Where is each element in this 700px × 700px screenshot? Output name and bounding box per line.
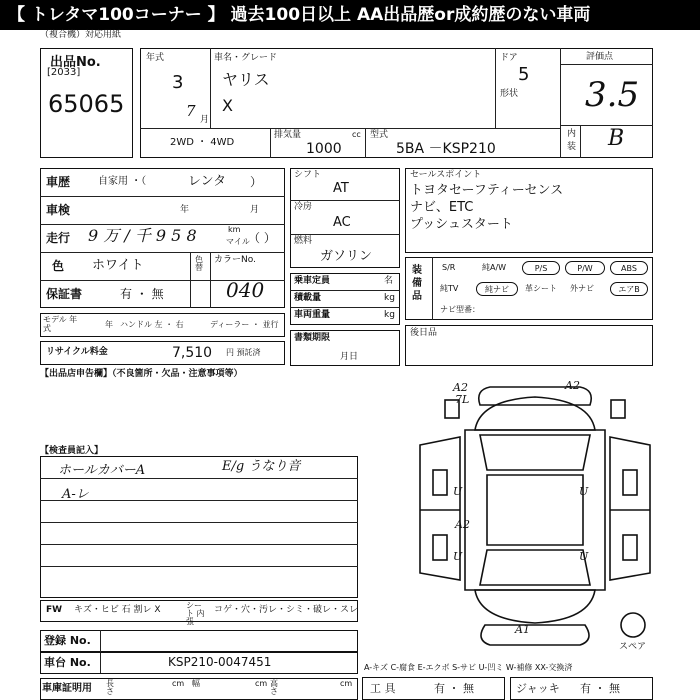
eq-sr: S/R — [442, 263, 456, 272]
page-header: 【 トレタマ100コーナー 】 過去100日以上 AA出品歴or成約歴のない車両 — [0, 0, 700, 30]
shift-label: シフト — [294, 170, 322, 180]
navi-model-label: ナビ型番： — [440, 305, 480, 314]
sales-label: セールスポイント — [410, 170, 482, 180]
mark-u-3: U — [453, 550, 463, 563]
docs-month: 月日 — [340, 352, 359, 362]
car-name: ヤリス — [222, 70, 270, 89]
sales-line-2: ナビ、ETC — [410, 200, 474, 215]
warranty-value: 有 ・ 無 — [120, 287, 164, 301]
inspection-month-unit: 月 — [250, 205, 260, 215]
mark-u-2: U — [579, 485, 589, 498]
model-value: 5BA －KSP210 — [396, 141, 496, 157]
door-value: 5 — [518, 64, 530, 85]
inspection-label: 車検 — [46, 203, 71, 217]
interior-label-2: 装 — [567, 142, 577, 152]
color-no-label: カラーNo. — [214, 255, 256, 265]
inspector-line-3: E/g うなり音 — [222, 459, 301, 474]
history-label: 車歴 — [46, 175, 71, 189]
fw-label: FW — [46, 605, 63, 615]
mark-a2-left: A2 — [453, 381, 468, 394]
interior-value: B — [608, 126, 625, 151]
shape-label: 形状 — [500, 89, 519, 99]
fw-items: キズ・ヒビ 石 割レ X — [74, 605, 161, 615]
cert-height: 高さ — [270, 679, 278, 696]
interior-label-1: 内 — [567, 129, 577, 139]
fuel-value: ガソリン — [320, 249, 373, 264]
eq-ext-navi: 外ナビ — [570, 284, 594, 293]
eq-ps: P/S — [522, 261, 560, 275]
sales-line-1: トヨタセーフティーセンス — [410, 183, 564, 198]
mileage-unit: km — [228, 225, 241, 234]
recycle-unit: 円 預託済 — [226, 348, 261, 357]
eq-navi: 純ナビ — [476, 282, 518, 296]
shift-value: AT — [333, 181, 349, 196]
color-label: 色 — [52, 259, 65, 273]
passenger-label: 乗車定員 — [294, 276, 331, 286]
dealer-type: ディーラー ・ 並行 — [210, 320, 279, 329]
car-name-label: 車名・グレード — [214, 53, 278, 63]
mileage-paren: （ ） — [248, 231, 276, 245]
form-note: （複合機）対応用紙 — [40, 30, 122, 40]
color-no-value: 040 — [226, 278, 265, 302]
displacement-label: 排気量 — [274, 130, 302, 140]
mark-a1: A1 — [515, 623, 530, 636]
mark-7l: 7L — [455, 393, 470, 406]
weight-label: 車両重量 — [294, 310, 331, 320]
tools-value: 有 ・ 無 — [434, 682, 474, 695]
damage-legend: A-キズ C-腐食 E-エクボ S-サビ U-凹ミ W-補修 XX-交換済 — [364, 663, 573, 672]
cert-label: 車庫証明用 — [42, 683, 92, 694]
inspector-line-2: A-レ — [62, 487, 89, 502]
seller-note-label: 【出品店申告欄】（不良箇所・欠品・注意事項等） — [40, 369, 243, 379]
color-value: ホワイト — [92, 258, 144, 273]
mileage-value: 9 万 / 千 9 5 8 — [88, 226, 197, 245]
jack-label: ジャッキ — [516, 682, 560, 695]
history-value: レンタ — [188, 174, 227, 189]
load-label: 積載量 — [294, 293, 322, 303]
drive-type: 2WD ・ 4WD — [170, 137, 235, 148]
eq-tv: 純TV — [440, 284, 459, 293]
chassis-label: 車台 No. — [44, 656, 91, 669]
lot-number: 65065 — [48, 90, 125, 118]
docs-label: 書類期限 — [294, 333, 331, 343]
recycle-value: 7,510 — [172, 345, 213, 361]
year-label: 年式 — [146, 53, 165, 63]
handle-side: ハンドル 左 ・ 右 — [120, 320, 184, 329]
inspector-label: 【検査員記入】 — [40, 446, 104, 456]
mark-u-1: U — [453, 485, 463, 498]
mileage-label: 走行 — [46, 231, 71, 245]
color-change: 色替 — [195, 255, 203, 272]
displacement-value: 1000 — [306, 141, 342, 157]
recycle-label: リサイクル料金 — [46, 347, 108, 357]
chassis-value: KSP210-0047451 — [168, 655, 272, 669]
year-value: 3 — [172, 72, 184, 93]
history-close: ） — [250, 175, 263, 189]
seat-items: コゲ・穴・汚レ・シミ・破レ・スレ — [214, 605, 359, 615]
model-year-label: モデル 年式 — [43, 315, 78, 333]
aircon-value: AC — [333, 215, 351, 230]
history-usage: 自家用 ・（ — [98, 176, 147, 187]
jack-value: 有 ・ 無 — [580, 682, 620, 695]
registration-label: 登録 No. — [44, 634, 91, 647]
after-date-label: 後日品 — [410, 328, 438, 338]
door-label: ドア — [500, 53, 518, 63]
score-label: 評価点 — [586, 52, 614, 62]
aircon-label: 冷房 — [294, 202, 313, 212]
cert-width: 幅 — [192, 679, 200, 688]
warranty-label: 保証書 — [46, 287, 83, 301]
sales-line-3: プッシュスタート — [410, 217, 513, 232]
eq-pw: P/W — [565, 261, 605, 275]
weight-unit: kg — [384, 310, 395, 320]
cert-unit-3: cm — [340, 679, 353, 688]
year-month-unit: 月 — [200, 115, 210, 125]
displacement-unit: cc — [352, 130, 361, 139]
lot-label: 出品No. — [50, 55, 101, 70]
spare-label: スペア — [619, 642, 647, 652]
inspection-year-unit: 年 — [180, 205, 190, 215]
eq-abs: ABS — [610, 261, 648, 275]
model-label: 型式 — [370, 130, 389, 140]
seat-label: シート 内 張 — [186, 601, 205, 626]
inspector-line-1: ホールカバーA — [58, 463, 146, 478]
eq-alloy: 純A/W — [482, 263, 507, 272]
cert-unit-2: cm — [255, 679, 268, 688]
fuel-label: 燃料 — [294, 236, 313, 246]
passenger-unit: 名 — [384, 276, 394, 286]
year-month: 7 — [186, 102, 196, 120]
cert-length: 長さ — [106, 679, 114, 696]
tools-label: 工 具 — [370, 682, 396, 695]
car-grade: X — [222, 96, 233, 115]
mark-a2-right: A2 — [565, 379, 580, 392]
after-date-box — [405, 325, 653, 366]
equipment-label: 装備品 — [412, 265, 422, 302]
score-value: 3.5 — [585, 75, 640, 115]
lot-code: [2033] — [47, 67, 81, 78]
eq-airbag: エアB — [610, 282, 648, 296]
mark-a2-side: A2 — [455, 518, 470, 531]
eq-leather: 革シート — [525, 284, 557, 293]
car-damage-diagram — [405, 375, 675, 665]
model-year-unit: 年 — [105, 320, 113, 329]
mileage-mile: マイル — [226, 237, 250, 246]
mark-u-4: U — [579, 550, 589, 563]
cert-unit-1: cm — [172, 679, 185, 688]
load-unit: kg — [384, 293, 395, 303]
